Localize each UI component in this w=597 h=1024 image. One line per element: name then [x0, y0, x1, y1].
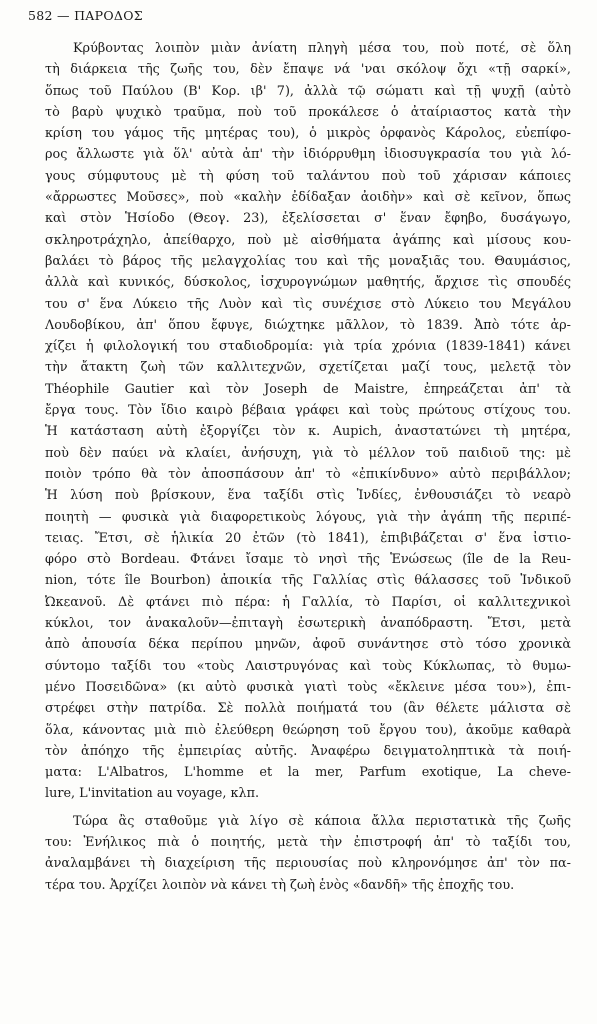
text-line: ματα: L'Albatros, L'homme et la mer, Parfum exotique, La cheve- — [45, 765, 571, 781]
text-line: στρέφει στὴν πατρίδα. Σὲ πολλὰ ποιήματά του (ἂν θέλετε μάλιστα σὲ — [45, 701, 571, 717]
text-line: ποιητὴ — φυσικὰ γιὰ διαφορετικοὺς λόγους, γιὰ τὴν ἀγάπη τῆς περιπέ- — [45, 509, 571, 525]
running-head: 582 — ΠΑΡΟΔΟΣ — [28, 8, 143, 23]
text-line: τὴ διάρκεια τῆς ζωῆς του, δὲν ἔπαψε νά 'ναι σκόλοψ ὄχι «τῇ σαρκί», — [45, 62, 571, 78]
text-line: καὶ στὸν Ἡσίοδο (Θεογ. 23), ἐξελίσσεται σ' ἕναν ἔφηβο, δυσάγωγο, — [45, 211, 571, 227]
text-line: ἔργα τους. Τὸν ἴδιο καιρὸ βέβαια γράφει καὶ τοὺς πρώτους στίχους του. — [45, 403, 571, 419]
text-line: μένο Ποσειδῶνα» (κι αὐτὸ φυσικὰ γιατὶ τοὺς «ἔκλεινε μέσα του»), ἐπι- — [45, 679, 571, 695]
paragraph-1 — [45, 38, 571, 805]
text-line: ρος ἄλλωστε γιὰ ὅλ' αὐτὰ ἀπ' τὴν ἰδιόρρυθμη ἰδιοσυγκρασία του γιὰ λό- — [45, 147, 571, 163]
text-line: χίζει ἡ φιλολογική του σταδιοδρομία: γιὰ τρία χρόνια (1839-1841) κάνει — [45, 339, 571, 355]
text-line: «ἄρρωστες Μοῦσες», ποὺ «καλὴν ἐδίδαξαν ἀοιδὴν» καὶ σὲ κεῖνον, ὅπως — [45, 190, 571, 206]
text-line: φόρο στὸ Bordeau. Φτάνει ἴσαμε τὸ νησὶ τῆς Ἑνώσεως (île de la Reu- — [45, 552, 571, 568]
text-line: τὸ βαρὺ ψυχικὸ τραῦμα, ποὺ τοῦ προκάλεσε ὁ ἀταίριαστος κατὰ τὴν — [45, 104, 571, 120]
text-line: Ὠκεανοῦ. Δὲ φτάνει πιὸ πέρα: ἡ Γαλλία, τὸ Παρίσι, οἱ καλλιτεχνικοὶ — [45, 594, 571, 610]
text-line: ποιὸν τρόπο θὰ τὸν ἀποσπάσουν ἀπ' τὸ «ἐπικίνδυνο» αὐτὸ περιβάλλον; — [45, 466, 571, 482]
text-line: Λουδοβίκου, ἀπ' ὅπου ἔφυγε, διώχτηκε μᾶλλον, τὸ 1839. Ἀπὸ τότε ἀρ- — [45, 317, 571, 333]
text-line: βαλάει τὸ βάρος τῆς μελαγχολίας του καὶ τῆς μοναξιᾶς του. Θαυμάσιος, — [45, 253, 571, 269]
text-line: σκληροτράχηλο, ἀπείθαρχο, ποὺ μὲ αἰσθήματα ἀγάπης καὶ μίσους κου- — [45, 232, 571, 248]
text-line: τέρα του. Ἀρχίζει λοιπὸν νὰ κάνει τὴ ζωὴ ἑνὸς «δανδῆ» τῆς ἐποχῆς του. — [45, 877, 515, 893]
text-line: lure, L'invitation au voyage, κλπ. — [45, 786, 260, 802]
text-line: Κρύβοντας λοιπὸν μιὰν ἀνίατη πληγὴ μέσα του, ποὺ ποτέ, σὲ ὅλη — [73, 41, 571, 56]
body-text — [45, 38, 571, 896]
text-line: ὅπως τοῦ Παύλου (Β' Κορ. ιβ' 7), ἀλλὰ τῷ σώματι καὶ τῇ ψυχῇ (αὐτὸ — [45, 83, 571, 99]
text-line: σύντομο ταξίδι του «τοὺς Λαιστρυγόνας καὶ τοὺς Κύκλωπας, τὸ θυμω- — [45, 658, 571, 674]
text-line: γους σύμφυτους μὲ τὴ φύση τοῦ ταλάντου ποὺ τοῦ χάρισαν κάποιες — [45, 168, 571, 184]
text-line: ἀναλαμβάνει τὴ διαχείριση τῆς περιουσίας ποὺ κληρονόμησε ἀπ' τὸν πα- — [45, 856, 571, 872]
text-line: του: Ἐνήλικος πιὰ ὁ ποιητής, μετὰ τὴν ἐπιστροφή ἀπ' τὸ ταξίδι του, — [45, 834, 571, 850]
text-line: Ἡ κατάσταση αὐτὴ ἐξοργίζει τὸν κ. Aupich, ἀναστατώνει τὴ μητέρα, — [45, 424, 571, 440]
text-line: nion, τότε île Bourbon) ἀποικία τῆς Γαλλίας στὶς θάλασσες τοῦ Ἰνδικοῦ — [45, 573, 571, 589]
text-line: κρίση του γάμος τῆς μητέρας του), ὁ μικρὸς ὀρφανὸς Κάρολος, εὐεπίφο- — [45, 126, 571, 142]
text-line: Ἡ λύση ποὺ βρίσκουν, ἕνα ταξίδι στὶς Ἰνδίες, ἐνθουσιάζει τὸ νεαρὸ — [45, 488, 571, 504]
text-line: ἀπὸ ἀπουσία δέκα περίπου μηνῶν, ἀφοῦ συνάντησε στὸ τόσο χρονικὰ — [45, 637, 571, 653]
text-line: κύκλοι, τον ἀνακαλοῦν—ἐπιταγὴ ἐσωτερικὴ ἀναπόδραστη. Ἔτσι, μετὰ — [45, 616, 571, 632]
text-line: τὴν ἄτακτη ζωὴ τῶν καλλιτεχνῶν, σχετίζεται μαζί τους, μελετᾷ τὸν — [45, 360, 571, 376]
text-line: Τώρα ἂς σταθοῦμε γιὰ λίγο σὲ κάποια ἄλλα περιστατικὰ τῆς ζωῆς — [73, 813, 571, 829]
text-line: του σ' ἕνα Λύκειο τῆς Λυὸν καὶ τὶς συνέχισε στὸ Λύκειο του Μεγάλου — [45, 296, 571, 312]
text-line: ποὺ δὲν παύει νὰ κλαίει, ἀνήσυχη, γιὰ τὸ μέλλον τοῦ παιδιοῦ της: μὲ — [45, 445, 571, 461]
text-line: Théophile Gautier καὶ τὸν Joseph de Maistre, ἐπηρεάζεται ἀπ' τὰ — [45, 381, 571, 397]
text-line: ὅλα, κάνοντας μιὰ πιὸ ἐλεύθερη θεώρηση τοῦ ἔργου του), ἀκοῦμε καθαρὰ — [45, 722, 571, 738]
text-line: τὸν ἀπόηχο τῆς ἐμπειρίας αὐτῆς. Ἀναφέρω δειγματοληπτικὰ τὰ ποιή- — [45, 743, 571, 759]
paragraph-2 — [45, 811, 571, 896]
text-line: τειας. Ἔτσι, σὲ ἡλικία 20 ἐτῶν (τὸ 1841), ἐπιβιβάζεται σ' ἕνα ἰστιο- — [45, 530, 571, 546]
text-line: ἀλλὰ καὶ κυνικός, δύσκολος, ἰσχυρογνώμων μαθητής, ἄρχισε τὶς σπουδές — [45, 275, 571, 291]
